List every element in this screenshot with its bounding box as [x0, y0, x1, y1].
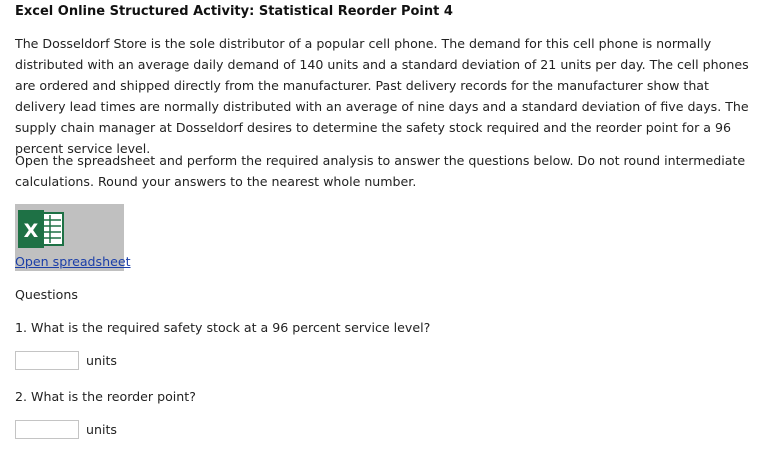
questions-heading: Questions — [15, 287, 78, 302]
reorder-point-input[interactable] — [15, 420, 79, 439]
excel-icon-letter: X — [23, 220, 39, 242]
question-2-text: 2. What is the reorder point? — [15, 389, 196, 404]
excel-icon[interactable] — [17, 210, 65, 248]
question-1-unit: units — [86, 353, 117, 368]
open-spreadsheet-link[interactable]: Open spreadsheet — [15, 254, 131, 269]
instructions: Open the spreadsheet and perform the required analysis to answer the questions below. Do not round intermediate calculations. Round your answers to the nearest whole number. — [15, 153, 746, 189]
safety-stock-input[interactable] — [15, 351, 79, 370]
question-2-unit: units — [86, 422, 117, 437]
question-1-text: 1. What is the required safety stock at a 96 percent service level? — [15, 320, 431, 335]
activity-title: Excel Online Structured Activity: Statistical Reorder Point 4 — [15, 4, 453, 19]
problem-description: The Dosseldorf Store is the sole distributor of a popular cell phone. The demand for this cell phone is normally distributed with an average daily demand of 140 units and a standard deviation of 21 units per day. The cell phones are ordered and shipped directly from the manufacturer. Past delivery records for the manufacturer show that delivery lead times are normally distributed with an average of nine days and a standard deviation of five days. The supply chain manager at Dosseldorf desires to determine the safety stock required and the reorder point for a 96 percent service level. — [15, 36, 749, 156]
